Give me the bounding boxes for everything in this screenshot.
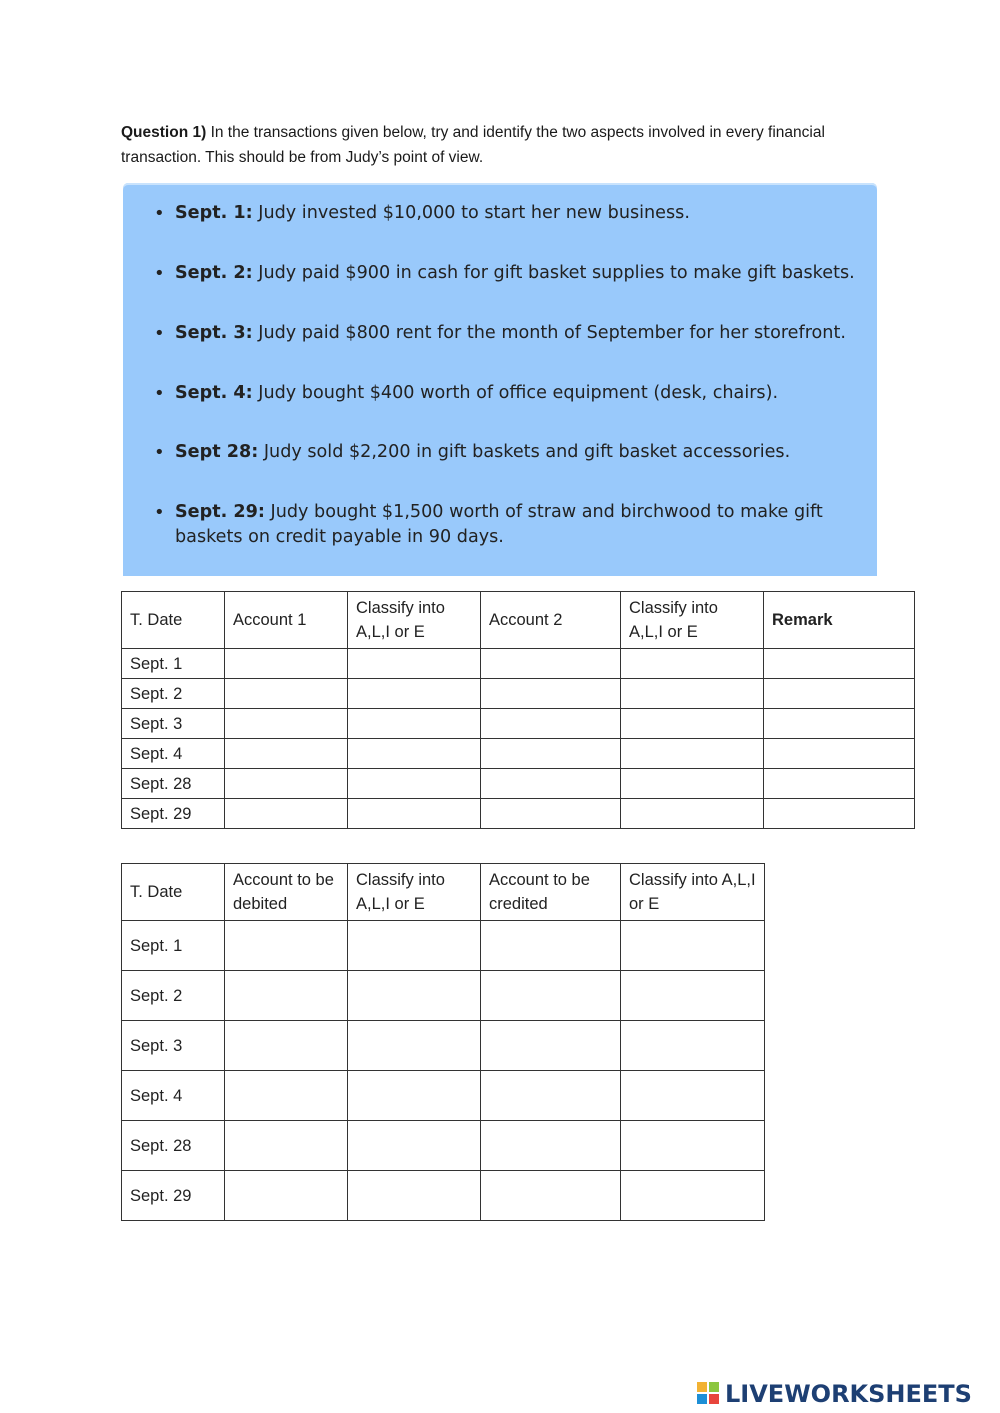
row-date: Sept. 29 [122,799,225,829]
credit-classify-cell[interactable] [621,971,765,1021]
debit-classify-cell[interactable] [348,921,481,971]
logo-text: LIVEWORKSHEETS [725,1380,972,1408]
bullet-icon: • [154,203,165,224]
remark-cell[interactable] [764,679,915,709]
credit-account-cell[interactable] [481,1121,621,1171]
debit-account-cell[interactable] [225,1121,348,1171]
debit-classify-cell[interactable] [348,1171,481,1221]
header-classify-credit: Classify into A,L,I or E [621,864,765,921]
credit-classify-cell[interactable] [621,921,765,971]
bullet-icon: • [154,323,165,344]
classify-2-cell[interactable] [621,679,764,709]
transaction-text: Judy bought $400 worth of office equipment (desk, chairs). [252,383,779,403]
row-date: Sept. 29 [122,1171,225,1221]
table-row [122,1171,765,1221]
account-2-cell[interactable] [481,649,621,679]
liveworksheets-logo-icon [697,1382,721,1406]
table-header-row [122,864,765,921]
classify-2-cell[interactable] [621,769,764,799]
classify-2-cell[interactable] [621,739,764,769]
account-1-cell[interactable] [225,709,348,739]
transaction-item [154,261,865,286]
transaction-text: Judy paid $900 in cash for gift basket supplies to make gift baskets. [252,263,855,283]
credit-classify-cell[interactable] [621,1121,765,1171]
account-2-cell[interactable] [481,739,621,769]
debit-credit-table [121,863,765,1221]
debit-account-cell[interactable] [225,1171,348,1221]
question-label: Question 1) [121,124,207,141]
debit-account-cell[interactable] [225,971,348,1021]
liveworksheets-logo[interactable] [697,1379,972,1409]
account-2-cell[interactable] [481,679,621,709]
classify-1-cell[interactable] [348,679,481,709]
credit-classify-cell[interactable] [621,1071,765,1121]
transaction-item [154,201,865,226]
remark-cell[interactable] [764,649,915,679]
row-date: Sept. 3 [122,709,225,739]
transactions-panel [123,183,877,576]
bullet-icon: • [154,263,165,284]
account-1-cell[interactable] [225,649,348,679]
bullet-icon: • [154,383,165,404]
question-text: In the transactions given below, try and identify the two aspects involved in every financial transaction. This should be from Judy’s point of view. [121,124,825,166]
classify-2-cell[interactable] [621,799,764,829]
account-1-cell[interactable] [225,679,348,709]
table-row [122,921,765,971]
row-date: Sept. 28 [122,1121,225,1171]
remark-cell[interactable] [764,799,915,829]
remark-cell[interactable] [764,739,915,769]
header-t-date: T. Date [122,592,225,649]
transaction-date: Sept. 3: [175,323,253,343]
credit-classify-cell[interactable] [621,1021,765,1071]
header-classify-debit: Classify into A,L,I or E [348,864,481,921]
transaction-text: Judy paid $800 rent for the month of September for her storefront. [252,323,846,343]
transaction-date: Sept. 1: [175,203,253,223]
header-classify-2: Classify into A,L,I or E [621,592,764,649]
account-1-cell[interactable] [225,799,348,829]
header-classify-1: Classify into A,L,I or E [348,592,481,649]
credit-account-cell[interactable] [481,921,621,971]
credit-account-cell[interactable] [481,1071,621,1121]
transaction-date: Sept. 4: [175,383,253,403]
row-date: Sept. 3 [122,1021,225,1071]
table-row [122,1021,765,1071]
table-row [122,769,915,799]
account-2-cell[interactable] [481,709,621,739]
classify-2-cell[interactable] [621,709,764,739]
credit-account-cell[interactable] [481,1171,621,1221]
transaction-date: Sept 28: [175,442,259,462]
debit-classify-cell[interactable] [348,1021,481,1071]
table-row [122,971,765,1021]
remark-cell[interactable] [764,769,915,799]
transaction-text: Judy sold $2,200 in gift baskets and gift basket accessories. [258,442,791,462]
row-date: Sept. 1 [122,921,225,971]
account-1-cell[interactable] [225,739,348,769]
debit-classify-cell[interactable] [348,1071,481,1121]
debit-account-cell[interactable] [225,921,348,971]
debit-classify-cell[interactable] [348,1121,481,1171]
debit-account-cell[interactable] [225,1021,348,1071]
row-date: Sept. 1 [122,649,225,679]
transaction-item [154,321,865,346]
debit-classify-cell[interactable] [348,971,481,1021]
classify-1-cell[interactable] [348,649,481,679]
table-row [122,649,915,679]
row-date: Sept. 2 [122,971,225,1021]
aspects-table [121,591,915,829]
table-row [122,709,915,739]
credit-account-cell[interactable] [481,1021,621,1071]
row-date: Sept. 2 [122,679,225,709]
classify-1-cell[interactable] [348,709,481,739]
transaction-item [154,500,865,550]
account-1-cell[interactable] [225,769,348,799]
transaction-date: Sept. 29: [175,502,265,522]
table-header-row [122,592,915,649]
classify-1-cell[interactable] [348,739,481,769]
header-account-2: Account 2 [481,592,621,649]
header-account-1: Account 1 [225,592,348,649]
debit-account-cell[interactable] [225,1071,348,1121]
classify-2-cell[interactable] [621,649,764,679]
bullet-icon: • [154,442,165,463]
credit-classify-cell[interactable] [621,1171,765,1221]
remark-cell[interactable] [764,709,915,739]
account-2-cell[interactable] [481,769,621,799]
account-2-cell[interactable] [481,799,621,829]
table-row [122,1121,765,1171]
classify-1-cell[interactable] [348,799,481,829]
header-account-debited: Account to be debited [225,864,348,921]
transaction-item [154,440,865,465]
row-date: Sept. 4 [122,1071,225,1121]
transaction-text: Judy bought $1,500 worth of straw and birchwood to make gift baskets on credit payable in 90 days. [175,502,823,547]
row-date: Sept. 4 [122,739,225,769]
transaction-date: Sept. 2: [175,263,253,283]
classify-1-cell[interactable] [348,769,481,799]
table-row [122,799,915,829]
transaction-item [154,381,865,406]
header-account-credited: Account to be credited [481,864,621,921]
transaction-text: Judy invested $10,000 to start her new business. [252,203,690,223]
header-remark: Remark [764,592,915,649]
header-t-date: T. Date [122,864,225,921]
row-date: Sept. 28 [122,769,225,799]
credit-account-cell[interactable] [481,971,621,1021]
table-row [122,739,915,769]
bullet-icon: • [154,502,165,523]
question-prompt [121,120,861,170]
table-row [122,1071,765,1121]
table-row [122,679,915,709]
